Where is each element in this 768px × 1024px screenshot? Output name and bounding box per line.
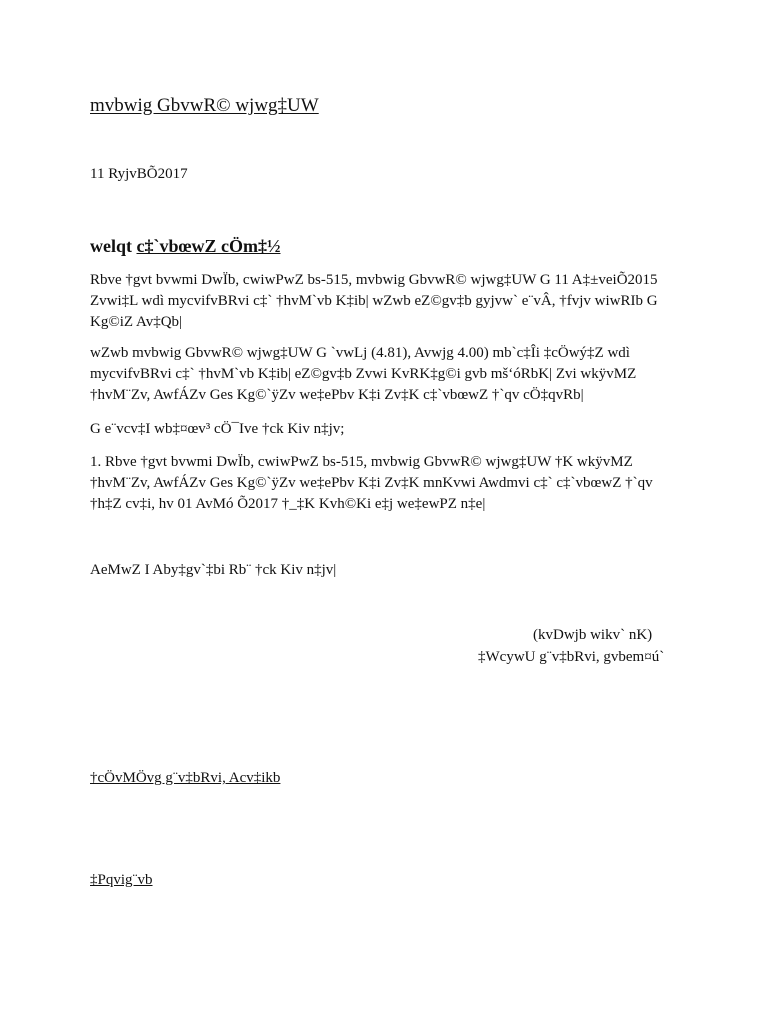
- paragraph-line: wZwb mvbwig GbvwR© wjwg‡UW G `vwLj (4.81), Avwjg 4.00) mb`c‡Îi ‡cÖwý‡Z wdì: [90, 345, 630, 361]
- paragraph-line: G e¨vcv‡I wb‡¤œv³ cÖ¯Ive †ck Kiv n‡jv;: [90, 421, 345, 437]
- paragraph-proposal-intro: [90, 419, 690, 440]
- paragraph-intro: [90, 270, 690, 333]
- letter-date: 11 RyjvBÕ2017: [90, 166, 188, 182]
- signature-name: (kvDwjb wikv` nK): [533, 627, 653, 643]
- subject-prefix: welqt: [90, 236, 137, 256]
- recipient-program-manager: †cÖvMÖvg g¨v‡bRvi, Acv‡ikb: [90, 770, 281, 786]
- paragraph-line: AeMwZ I Aby‡gv`‡bi Rb¨ †ck Kiv n‡jv|: [90, 562, 337, 578]
- paragraph-line: †h‡Z cv‡i, hv 01 AvMó Õ2017 †_‡K Kvh©Ki e‡j we‡ewPZ n‡e|: [90, 496, 486, 512]
- subject-line: [90, 236, 280, 257]
- recipient-chairman: ‡Pqvig¨vb: [90, 872, 153, 888]
- signature-title: ‡WcywU g¨v‡bRvi, gvbem¤ú`: [478, 649, 665, 665]
- paragraph-line: †hvM¨Zv, AwfÁZv Ges Kg©`ÿZv we‡ePbv K‡i Zv‡K mnKvwi Awdmvi c‡` c‡`vbœwZ †`qv: [90, 475, 653, 491]
- company-title: mvbwig GbvwR© wjwg‡UW: [90, 95, 319, 116]
- paragraph-line: Kg©iZ Av‡Qb|: [90, 314, 183, 330]
- paragraph-line: Zvwi‡L wdì mycvifvBRvi c‡` †hvM`vb K‡ib| wZwb eZ©gv‡b gyjvw` e¨vÂ, †fvjv wiwRIb G: [90, 293, 658, 309]
- subject-text: c‡`vbœwZ cÖm‡½: [136, 236, 281, 256]
- paragraph-proposal: [90, 452, 690, 515]
- paragraph-line: †hvM¨Zv, AwfÁZv Ges Kg©`ÿZv we‡ePbv K‡i Zv‡K c‡`vbœwZ †`qv cÖ‡qvRb|: [90, 387, 584, 403]
- paragraph-approval-request: [90, 560, 690, 581]
- paragraph-line: 1. Rbve †gvt bvwmi DwÏb, cwiwPwZ bs-515, mvbwig GbvwR© wjwg‡UW †K wkÿvMZ: [90, 454, 633, 470]
- paragraph-qualification: [90, 343, 690, 406]
- paragraph-line: mycvifvBRvi c‡` †hvM`vb K‡ib| eZ©gv‡b Zvwi KvRK‡g©i gvb mš‘óRbK| Zvi wkÿvMZ: [90, 366, 637, 382]
- paragraph-line: Rbve †gvt bvwmi DwÏb, cwiwPwZ bs-515, mvbwig GbvwR© wjwg‡UW G 11 A‡±veiÕ2015: [90, 272, 658, 288]
